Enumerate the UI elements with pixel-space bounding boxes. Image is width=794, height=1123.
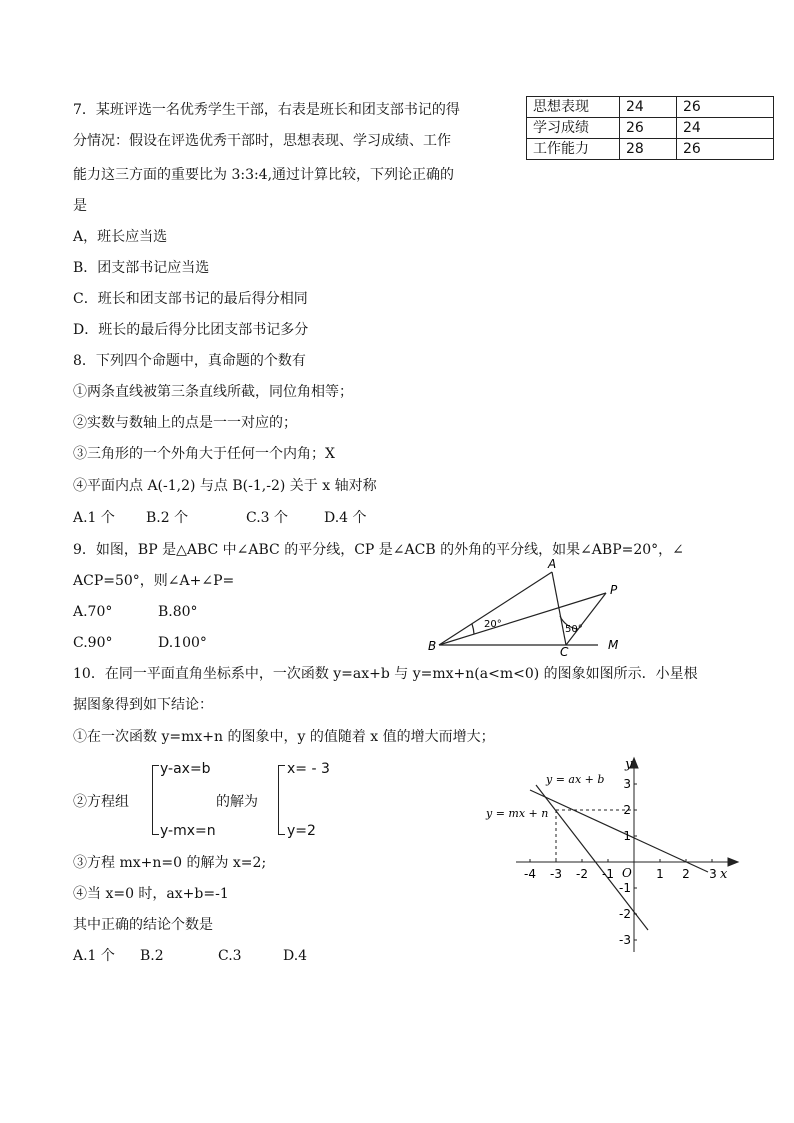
y-tick-label: 1 [623, 829, 631, 843]
table-cell: 28 [620, 139, 677, 160]
table-cell: 26 [677, 139, 774, 160]
angle-label-20: 20° [484, 619, 502, 630]
solution-y: y=2 [287, 823, 316, 839]
q9-line-1: 9．如图，BP 是△ABC 中∠ABC 的平分线，CP 是∠ACB 的外角的平分线，如果∠ABP=20°，∠ [73, 542, 684, 558]
q7-option-c: C．班长和团支部书记的最后得分相同 [73, 291, 308, 307]
table-cell: 思想表现 [527, 97, 620, 118]
q8-option-a: A.1 个 [73, 510, 115, 526]
q7-line-2: 分情况：假设在评选优秀干部时，思想表现、学习成绩、工作 [73, 133, 451, 149]
point-label-m: M [608, 638, 619, 652]
q8-statement-3: ③三角形的一个外角大于任何一个内角；X [73, 446, 335, 462]
segment-ac [552, 572, 566, 645]
line-mx-n [530, 790, 708, 872]
q7-option-d: D．班长的最后得分比团支部书记多分 [73, 322, 309, 338]
table-cell: 24 [620, 97, 677, 118]
point-label-p: P [610, 583, 618, 597]
q7-line-1: 7．某班评选一名优秀学生干部，右表是班长和团支部书记的得 [73, 102, 460, 118]
x-tick-label: 2 [682, 867, 690, 881]
q10-line-2: 据图象得到如下结论： [73, 697, 213, 713]
q10-line-3: ①在一次函数 y=mx+n 的图象中，y 的值随着 x 值的增大而增大； [73, 729, 495, 745]
system-brace [152, 765, 159, 835]
q8-option-c: C.3 个 [246, 510, 289, 526]
table-cell: 学习成绩 [527, 118, 620, 139]
point-label-b: B [428, 639, 437, 653]
q9-option-a: A.70° [73, 604, 113, 620]
q7-line-3: 能力这三方面的重要比为 3:3:4,通过计算比较，下列论正确的 [73, 167, 455, 183]
score-table [526, 96, 774, 160]
q8-statement-1: ①两条直线被第三条直线所截，同位角相等； [73, 384, 353, 400]
q10-option-a: A.1 个 [73, 948, 115, 964]
q10-statement-4: ④当 x=0 时，ax+b=-1 [73, 886, 229, 902]
segment-ba [439, 572, 552, 645]
q10-item2-mid: 的解为 [216, 794, 258, 810]
q7-option-b: B．团支部书记应当选 [73, 260, 210, 276]
q8-option-d: D.4 个 [324, 510, 367, 526]
system-eq-2: y-mx=n [160, 823, 216, 839]
y-tick-label: -2 [619, 907, 631, 921]
q9-option-d: D.100° [158, 635, 207, 651]
x-axis-label: x [720, 867, 728, 882]
q9-line-2: ACP=50°，则∠A+∠P= [73, 573, 235, 589]
table-row [527, 139, 774, 160]
q10-option-c: C.3 [218, 948, 242, 964]
y-tick-label: -3 [619, 933, 631, 947]
q10-option-b: B.2 [140, 948, 164, 964]
x-axis-arrow [728, 858, 738, 866]
point-label-c: C [560, 645, 569, 656]
table-row [527, 118, 774, 139]
line1-label: y = ax + b [546, 773, 605, 786]
x-tick-label: -1 [602, 867, 614, 881]
q9-option-c: C.90° [73, 635, 113, 651]
point-label-a: A [548, 557, 557, 571]
segment-bp [439, 593, 606, 645]
q7-option-a: A，班长应当选 [73, 229, 168, 245]
triangle-figure [428, 556, 628, 656]
x-tick-label: -3 [550, 867, 562, 881]
table-cell: 工作能力 [527, 139, 620, 160]
angle-arc-abp [472, 624, 474, 634]
table-cell: 26 [677, 97, 774, 118]
origin-label: O [622, 866, 632, 880]
table-cell: 26 [620, 118, 677, 139]
q8-statement-4: ④平面内点 A(-1,2) 与点 B(-1,-2) 关于 x 轴对称 [73, 478, 377, 494]
line-ax-b [536, 785, 648, 930]
table-row [527, 97, 774, 118]
q9-option-b: B.80° [158, 604, 198, 620]
y-tick-label: 3 [623, 777, 631, 791]
system-eq-1: y-ax=b [160, 761, 211, 777]
q10-line-1: 10．在同一平面直角坐标系中，一次函数 y=ax+b 与 y=mx+n(a<m<0) 的图象如图所示．小星根 [73, 666, 698, 682]
q10-statement-3: ③方程 mx+n=0 的解为 x=2; [73, 855, 267, 871]
line2-label: y = mx + n [486, 807, 549, 820]
y-tick-label: -1 [619, 881, 631, 895]
segment-cp [566, 593, 606, 645]
q10-question: 其中正确的结论个数是 [73, 917, 213, 933]
q8-option-b: B.2 个 [146, 510, 189, 526]
x-tick-label: 1 [656, 867, 664, 881]
angle-label-50: 50° [565, 624, 583, 635]
q8-statement-2: ②实数与数轴上的点是一一对应的； [73, 415, 297, 431]
y-tick-label: 2 [623, 803, 631, 817]
x-tick-label: -4 [524, 867, 536, 881]
x-tick-label: 3 [709, 867, 717, 881]
solution-x: x= - 3 [287, 761, 330, 777]
q8-stem: 8．下列四个命题中，真命题的个数有 [73, 353, 306, 369]
q7-line-4: 是 [73, 198, 87, 214]
q10-item2-prefix: ②方程组 [73, 794, 129, 810]
q10-option-d: D.4 [283, 948, 308, 964]
y-axis-label: y [625, 757, 633, 772]
table-cell: 24 [677, 118, 774, 139]
x-tick-label: -2 [576, 867, 588, 881]
coordinate-graph [484, 756, 744, 956]
solution-brace [278, 765, 285, 835]
